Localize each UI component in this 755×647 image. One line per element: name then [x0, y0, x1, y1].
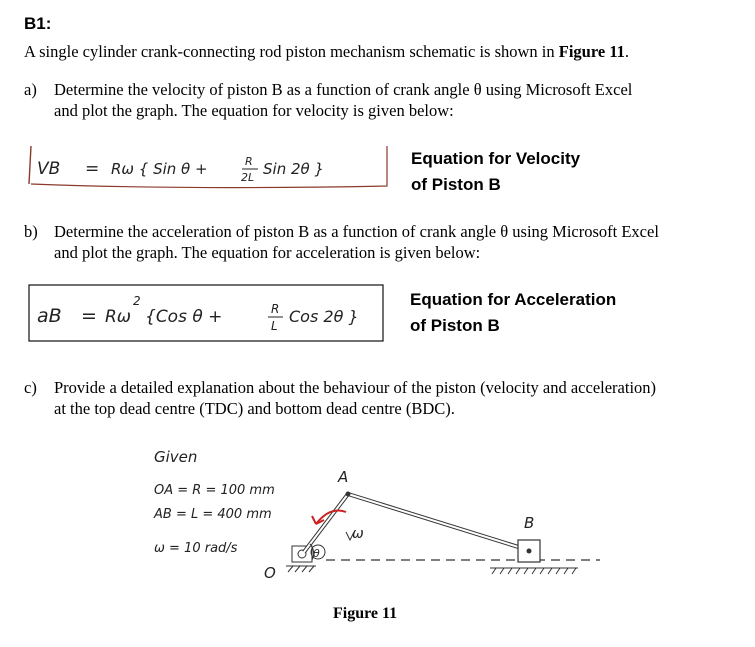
piston-slider [490, 540, 578, 574]
intro-paragraph [24, 41, 629, 62]
question-marker: c) [24, 378, 37, 397]
acceleration-lhs: aB [37, 305, 62, 327]
velocity-lhs: VB [37, 159, 61, 179]
question-line: and plot the graph. The equation for acceleration is given below: [54, 243, 481, 262]
acceleration-term-1: Rω [105, 307, 132, 327]
label-o: O [264, 564, 276, 582]
given-heading: Given [154, 448, 198, 466]
fraction-denominator: 2L [241, 171, 255, 184]
equals-sign: = [85, 159, 100, 179]
label-a: A [338, 468, 349, 486]
question-c [24, 377, 724, 419]
question-line: and plot the graph. The equation for velocity is given below: [54, 101, 454, 120]
intro-text: A single cylinder crank-connecting rod piston mechanism schematic is shown in [24, 42, 559, 61]
question-line: Provide a detailed explanation about the behaviour of the piston (velocity and acceleration) [54, 378, 657, 397]
label-omega: ω [352, 526, 364, 542]
fraction-numerator: R [245, 155, 253, 168]
label-line: of Piston B [411, 175, 501, 194]
mechanism-figure [140, 432, 610, 602]
figure-reference: Figure 11 [558, 42, 625, 61]
question-b [24, 221, 724, 263]
figure-caption: Figure 11 [333, 605, 398, 622]
given-oa: OA = R = 100 mm [154, 483, 275, 498]
given-omega: ω = 10 rad/s [154, 541, 238, 556]
label-theta: θ [313, 547, 320, 560]
velocity-term-2: Sin 2θ } [263, 160, 324, 178]
velocity-equation [25, 140, 405, 198]
equals-sign: = [81, 305, 97, 327]
fraction-denominator: L [271, 319, 278, 333]
acceleration-term-3: Cos 2θ } [289, 307, 359, 326]
acceleration-equation [25, 275, 405, 355]
exponent: 2 [133, 294, 141, 308]
fraction-numerator: R [271, 302, 280, 316]
intro-period: . [624, 42, 630, 61]
label-line: of Piston B [410, 316, 500, 335]
velocity-term-1: Rω { Sin θ + [111, 160, 208, 178]
question-a [24, 79, 724, 121]
label-line: Equation for Acceleration [410, 290, 617, 309]
question-marker: b) [24, 222, 38, 241]
acceleration-term-2: {Cos θ + [145, 307, 223, 327]
question-line: Determine the velocity of piston B as a function of crank angle θ using Microsoft Excel [54, 80, 633, 99]
label-b: B [524, 514, 535, 532]
section-heading: B1: [24, 14, 52, 33]
given-ab: AB = L = 400 mm [154, 507, 272, 522]
acceleration-equation-label [410, 287, 616, 339]
question-marker: a) [24, 80, 37, 99]
question-line: Determine the acceleration of piston B as a function of crank angle θ using Microsoft Excel [54, 222, 659, 241]
label-line: Equation for Velocity [411, 149, 581, 168]
velocity-equation-label [411, 146, 580, 198]
question-line: at the top dead centre (TDC) and bottom dead centre (BDC). [54, 399, 455, 418]
